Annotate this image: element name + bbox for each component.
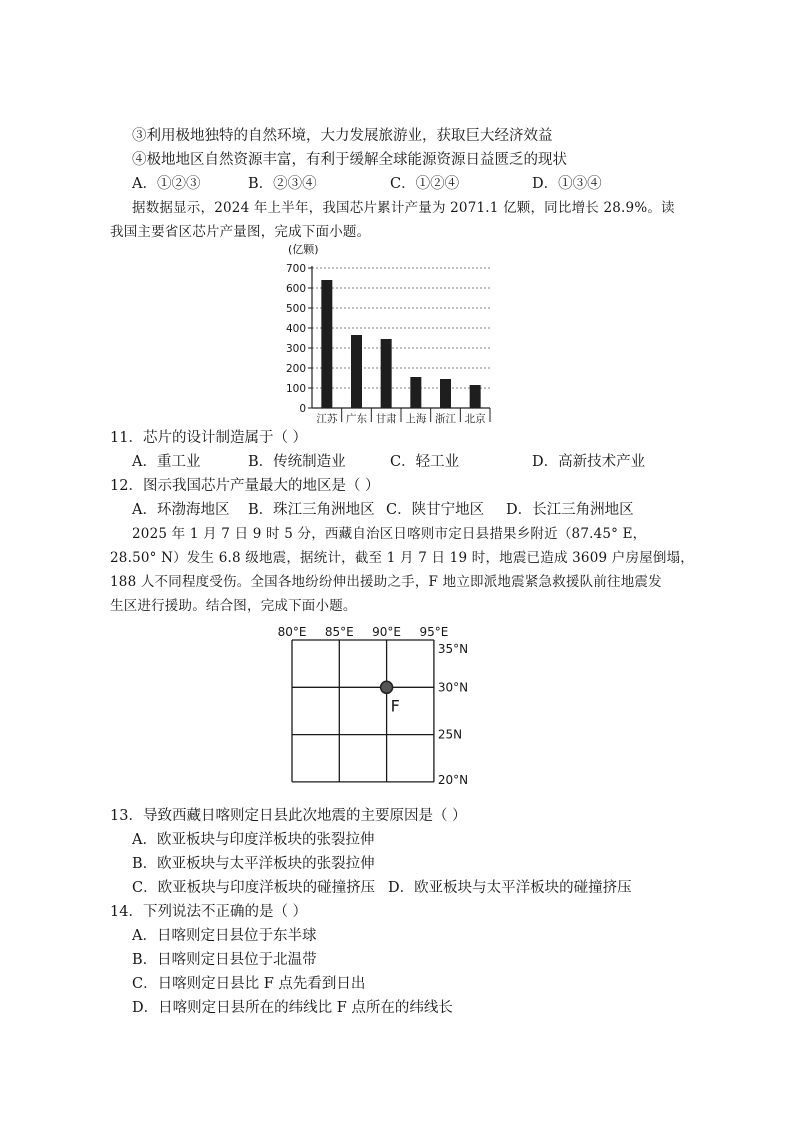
statement-4: ④极地地区自然资源丰富，有利于缓解全球能源资源日益匮乏的现状 [132, 152, 567, 168]
chart-xtick-label: 北京 [464, 413, 486, 425]
q11-option-a: A．重工业 [132, 454, 201, 470]
chart-ytick-label: 500 [285, 303, 306, 315]
chart-ytick-label: 100 [285, 383, 306, 395]
chart-xtick-label: 浙江 [435, 413, 456, 425]
chart-xtick-label: 甘肃 [375, 413, 397, 425]
point-f-marker [381, 681, 393, 693]
q11-option-b: B．传统制造业 [248, 454, 346, 470]
chart-xtick-label: 上海 [405, 413, 427, 425]
chart-ytick-label: 400 [285, 323, 306, 335]
chart-ytick-label: 700 [285, 263, 306, 275]
statement-3: ③利用极地独特的自然环境，大力发展旅游业，获取巨大经济效益 [132, 128, 553, 144]
chip-intro-line-2: 我国主要省区芯片产量图，完成下面小题。 [110, 224, 371, 240]
longitude-label: 95°E [419, 625, 449, 639]
quake-intro-line-1: 2025 年 1 月 7 日 9 时 5 分，西藏自治区日喀则市定日县措果乡附近（87.45° E， [132, 526, 647, 542]
q10-option-b: B．②③④ [248, 176, 317, 192]
chart-bar-北京 [470, 385, 481, 408]
latitude-label: 20°N [437, 772, 469, 787]
q12-option-d: D．长江三角洲地区 [506, 502, 634, 518]
quake-intro-line-2: 28.50° N）发生 6.8 级地震，据统计，截至 1 月 7 日 19 时，地震已造成 3609 户房屋倒塌， [110, 550, 694, 566]
chart-ylabel: (亿颗) [288, 243, 319, 256]
point-f-label: F [390, 696, 400, 716]
longitude-label: 90°E [372, 625, 402, 639]
q13-stem: 13．导致西藏日喀则定日县此次地震的主要原因是（ ） [110, 808, 467, 824]
chart-bar-浙江 [440, 379, 451, 408]
q13-option-d: D．欧亚板块与太平洋板块的碰撞挤压 [388, 880, 632, 896]
chart-ytick-label: 0 [299, 403, 306, 415]
q11-stem: 11．芯片的设计制造属于（ ） [110, 430, 308, 446]
longitude-label: 80°E [277, 625, 307, 639]
q12-option-c: C．陕甘宁地区 [386, 502, 485, 518]
quake-intro-line-3: 188 人不同程度受伤。全国各地纷纷伸出援助之手，F 地立即派地震紧急救援队前往地震发 [110, 574, 662, 590]
chip-intro-line-1: 据数据显示，2024 年上半年，我国芯片累计产量为 2071.1 亿颗，同比增长 28.9%。读 [132, 200, 675, 216]
chart-bar-广东 [351, 335, 362, 408]
lat-lon-grid-map [277, 622, 484, 798]
chart-ytick-label: 600 [285, 283, 306, 295]
chart-bar-江苏 [321, 280, 332, 408]
q12-option-b: B．珠江三角洲地区 [248, 502, 375, 518]
q10-option-a: A．①②③ [132, 176, 201, 192]
q14-option-d: D．日喀则定日县所在的纬线比 F 点所在的纬线长 [132, 1000, 453, 1016]
q14-option-c: C．日喀则定日县比 F 点先看到日出 [132, 976, 366, 992]
q12-option-a: A．环渤海地区 [132, 502, 230, 518]
q11-option-d: D．高新技术产业 [532, 454, 646, 470]
q12-stem: 12．图示我国芯片产量最大的地区是（ ） [110, 478, 380, 494]
latitude-label: 25N [437, 727, 463, 742]
chart-bar-甘肃 [381, 339, 392, 408]
q14-option-a: A．日喀则定日县位于东半球 [132, 928, 317, 944]
chart-ytick-label: 300 [285, 343, 306, 355]
chart-xtick-label: 广东 [346, 413, 367, 425]
chart-xtick-label: 江苏 [316, 413, 338, 425]
chip-production-chart [280, 240, 510, 430]
q14-option-b: B．日喀则定日县位于北温带 [132, 952, 317, 968]
quake-intro-line-4: 生区进行援助。结合图，完成下面小题。 [110, 598, 357, 614]
longitude-label: 85°E [324, 625, 354, 639]
q14-stem: 14．下列说法不正确的是（ ） [110, 904, 308, 920]
q13-option-c: C．欧亚板块与印度洋板块的碰撞挤压 [132, 880, 376, 896]
chart-bar-上海 [410, 377, 421, 408]
q11-option-c: C．轻工业 [390, 454, 460, 470]
latitude-label: 35°N [437, 642, 469, 656]
q10-option-d: D．①③④ [532, 176, 602, 192]
q10-option-c: C．①②④ [390, 176, 460, 192]
q13-option-b: B．欧亚板块与太平洋板块的张裂拉伸 [132, 856, 375, 872]
latitude-label: 30°N [437, 680, 469, 695]
chart-ytick-label: 200 [285, 363, 306, 375]
q13-option-a: A．欧亚板块与印度洋板块的张裂拉伸 [132, 832, 375, 848]
